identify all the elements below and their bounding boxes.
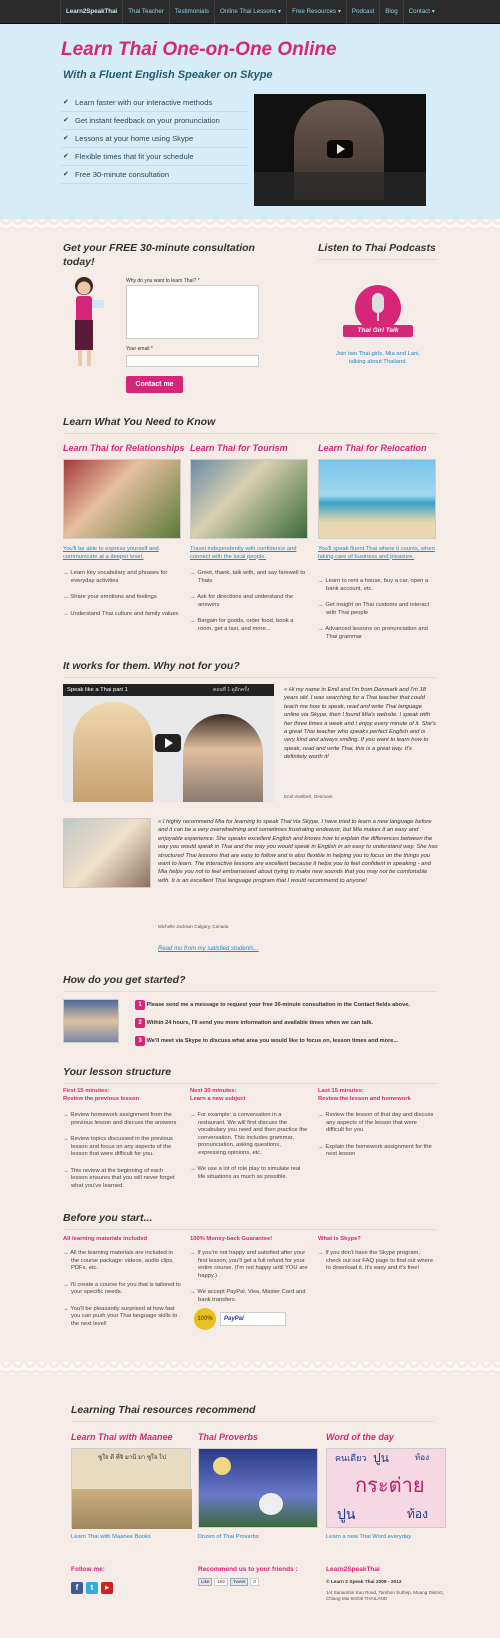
word-text: กระต่าย bbox=[355, 1475, 425, 1497]
benefit-item: ✔ Free 30-minute consultation bbox=[61, 166, 247, 184]
structure-title: Review the lesson and homework bbox=[318, 1096, 411, 1102]
maanee-text: ชูใจ ดี ที่จิ มานี มา ชูใจ ไป bbox=[98, 1455, 166, 1461]
resource-title: Word of the day bbox=[326, 1432, 394, 1442]
step-2 bbox=[135, 1018, 435, 1028]
follow-label: Follow me: bbox=[71, 1566, 105, 1573]
list-item: → We use a lot of role play to simulate real life situations as much as possible. bbox=[190, 1166, 308, 1181]
share-buttons bbox=[198, 1578, 259, 1586]
email-label: Your email * bbox=[126, 346, 153, 352]
nav-item-online-lessons[interactable]: Online Thai Lessons ▾ bbox=[214, 0, 286, 24]
structure-heading: Your lesson structure bbox=[63, 1066, 437, 1084]
podcast-text[interactable]: Join two Thai girls, Mia and Lani, talking about Thailand. bbox=[335, 351, 421, 365]
social-icons bbox=[71, 1582, 113, 1594]
resources-heading: Learning Thai resources recommend bbox=[71, 1404, 434, 1422]
video-person-left bbox=[73, 702, 153, 802]
structure-time: Next 30 minutes: bbox=[190, 1088, 237, 1094]
email-field[interactable] bbox=[126, 355, 259, 367]
teacher-illustration bbox=[66, 272, 108, 372]
copyright: © Learn 2 Speak Thai 2009 - 2012 bbox=[326, 1580, 402, 1585]
structure-list bbox=[318, 1112, 436, 1168]
structure-title: Review the previous lesson bbox=[63, 1096, 140, 1102]
list-item: → Explain the homework assignment for the next lesson bbox=[318, 1144, 436, 1159]
resource-caption[interactable]: Learn Thai with Maanee Books bbox=[71, 1534, 151, 1540]
hero-video[interactable] bbox=[254, 94, 426, 206]
word-text: คนเดียว bbox=[335, 1453, 367, 1463]
list-item: → Learn key vocabulary and phrases for everyday activities bbox=[63, 570, 181, 585]
list-item: → Learn to rent a house, buy a car, open a bank account, etc. bbox=[318, 578, 436, 593]
structure-time: Last 15 minutes: bbox=[318, 1088, 364, 1094]
list-item: → Review the lesson of that day and discuss any aspects of the lesson that were difficult for you bbox=[318, 1112, 436, 1135]
word-text: ท้อง bbox=[415, 1453, 429, 1462]
resource-title: Thai Proverbs bbox=[198, 1432, 259, 1442]
facebook-icon[interactable]: f bbox=[71, 1582, 83, 1594]
before-list bbox=[63, 1250, 181, 1337]
structure-time: First 15 minutes: bbox=[63, 1088, 110, 1094]
resource-caption[interactable]: Dozen of Thai Proverbs bbox=[198, 1534, 259, 1540]
before-col-title: What is Skype? bbox=[318, 1236, 361, 1242]
play-icon[interactable] bbox=[327, 140, 353, 158]
before-list bbox=[190, 1250, 308, 1313]
nav-item-podcast[interactable]: Podcast bbox=[346, 0, 379, 24]
learn-col-link[interactable]: You'll be able to express yourself and communicate at a deeper level. bbox=[63, 546, 159, 560]
tweet-count: 0 bbox=[250, 1578, 259, 1586]
benefit-item: ✔ Flexible times that fit your schedule bbox=[61, 148, 247, 166]
relocation-photo bbox=[318, 459, 436, 539]
learn-col-title: Learn Thai for Tourism bbox=[190, 443, 288, 453]
structure-list bbox=[63, 1112, 181, 1199]
maanee-book-image[interactable] bbox=[71, 1448, 191, 1528]
footer-brand: Learn2SpeakThai bbox=[326, 1566, 380, 1573]
step-text: We'll meet via Skype to discuss what area you would like to focus on, lesson times and more... bbox=[146, 1038, 399, 1044]
list-item: → For example: a conversation in a restaurant. We will first discuss the vocabulary you need and then practice the conversation. This includes grammar, pronunciation, asking questions, expressing opinions, etc. bbox=[190, 1112, 308, 1157]
before-list bbox=[318, 1250, 436, 1282]
why-textarea[interactable] bbox=[126, 285, 259, 339]
skype-photo bbox=[63, 999, 119, 1043]
guarantee-badge: 100% bbox=[194, 1308, 216, 1330]
video-meta: ตอนที่ 1 ดูอีกครั้ง bbox=[213, 687, 250, 693]
list-item: → I'll create a course for you that is tailored to your specific needs. bbox=[63, 1282, 181, 1297]
consult-heading: Get your FREE 30-minute consultation today! bbox=[63, 242, 255, 268]
learn-col-title: Learn Thai for Relocation bbox=[318, 443, 427, 453]
learn-col-list bbox=[190, 570, 308, 642]
before-heading: Before you start... bbox=[63, 1212, 437, 1230]
step-number: 1 bbox=[135, 1000, 145, 1010]
step-3 bbox=[135, 1036, 435, 1046]
learn-col-list bbox=[63, 570, 181, 627]
learn-col-title: Learn Thai for Relationships bbox=[63, 443, 185, 453]
list-item: → Review topics discussed in the previous lesson and focus on any aspects of the lesson that were difficult for you. bbox=[63, 1136, 181, 1159]
benefit-item: ✔ Learn faster with our interactive methods bbox=[61, 94, 247, 112]
nav-item-testimonials[interactable]: Testimonials bbox=[169, 0, 214, 24]
list-item: → Bargain for goods, order food, book a room, get a taxi, and more... bbox=[190, 618, 308, 633]
resource-caption[interactable]: Learn a new Thai Word everyday bbox=[326, 1534, 412, 1540]
nav-item-thai-teacher[interactable]: Thai Teacher bbox=[122, 0, 169, 24]
started-heading: How do you get started? bbox=[63, 974, 437, 992]
structure-list bbox=[190, 1112, 308, 1190]
list-item: → We accept PayPal, Visa, Master Card and bank transfers. bbox=[190, 1289, 308, 1304]
facebook-like-button[interactable]: Like bbox=[198, 1578, 212, 1586]
list-item: → Ask for directions and understand the answers bbox=[190, 594, 308, 609]
video-title: Speak like a Thai part 1 bbox=[63, 684, 274, 696]
podcast-badge-label: Thai Girl Talk bbox=[343, 325, 413, 337]
proverbs-image[interactable] bbox=[198, 1448, 318, 1528]
testimonial-video[interactable] bbox=[63, 684, 274, 802]
list-item: → Get insight on Thai customs and interact with Thai people bbox=[318, 602, 436, 617]
learn-col-list bbox=[318, 578, 436, 650]
learn-heading: Learn What You Need to Know bbox=[63, 416, 437, 434]
list-item: → Advanced lessons on pronunciation and Thai grammar bbox=[318, 626, 436, 641]
testimonial-photo-2 bbox=[63, 818, 151, 888]
word-text: ปูน bbox=[337, 1506, 356, 1522]
testimonial-author-1: Emil Voetbert, Denmark bbox=[284, 794, 333, 799]
top-navigation bbox=[0, 0, 500, 24]
step-text: Within 24 hours, I'll send you more information and available times when we can talk. bbox=[146, 1020, 373, 1026]
benefit-item: ✔ Get instant feedback on your pronunciation bbox=[61, 112, 247, 130]
tweet-button[interactable]: Tweet bbox=[230, 1578, 248, 1586]
before-col-title: All learning materials included bbox=[63, 1236, 148, 1242]
structure-title: Learn a new subject bbox=[190, 1096, 246, 1102]
podcast-heading: Listen to Thai Podcasts bbox=[318, 242, 436, 260]
recommend-label: Recommend us to your friends : bbox=[198, 1566, 298, 1573]
video-person-right bbox=[183, 714, 263, 802]
hero-title: Learn Thai One-on-One Online bbox=[61, 39, 337, 60]
youtube-icon[interactable]: ▶ bbox=[101, 1582, 113, 1594]
testimonial-quote-1: « Hi my name in Emil and I'm from Denmark and I'm 18 years old. I was searching for a Thai teacher that could teach me how to speak, read and write Thai language online via Skype, then I found Mia's website. I speak with her three times a week and I enjoy every minute of it. She's a great Thai teacher who speaks perfect English and is very kind and always smiling. If you want to learn how to speak, read and write Thai, this is a great way. It's definitely worth it! bbox=[284, 687, 436, 761]
before-col-title: 100% Money-back Guarantee! bbox=[190, 1236, 273, 1242]
paypal-badge: PayPal bbox=[220, 1312, 286, 1326]
lace-divider bbox=[0, 1362, 500, 1374]
list-item: → If you're not happy and satisfied after your first lesson, you'll get a full refund for your entire course. (I'm not happy until YOU are happy.) bbox=[190, 1250, 308, 1280]
benefit-item: ✔ Lessons at your home using Skype bbox=[61, 130, 247, 148]
list-item: → This review at the beginning of each lesson ensures that you will never forget what you've learned. bbox=[63, 1168, 181, 1191]
nav-item-blog[interactable]: Blog bbox=[379, 0, 402, 24]
list-item: → Review homework assignment from the previous lesson and discuss the answers bbox=[63, 1112, 181, 1127]
lace-divider bbox=[0, 219, 500, 231]
step-1 bbox=[135, 1000, 435, 1010]
resource-title: Learn Thai with Maanee bbox=[71, 1432, 173, 1442]
tourism-photo bbox=[190, 459, 308, 539]
learn-col-link[interactable]: Travel independently with confidence and connect with the local people. bbox=[190, 546, 297, 560]
testimonial-quote-2: « I highly recommend Mia for learning to speak Thai via Skype. I have tried to learn a new language before and it can be a very overwhelming and sometimes frustrating endeavor, but Mia makes it an easy and enjoyable experience. She speaks excellent English and knows how to explain the differences between the way you would speak in Thai and the way you would speak in English in an easy to understand way. She has structured Thai lessons that are easy to follow and is also flexible in helping you to focus on the things you want to learn. The interactive lessons are excellent because it helps you to feel confident in speaking - and Mia helps you not to feel embarrassed about trying to make new sounds that you may not be comfortable with. It is an excellent Thai language program that I would recommend to anyone! bbox=[158, 819, 438, 884]
step-text: Please send me a message to request your free 30-minute consultation in the Contact fields above. bbox=[146, 1002, 410, 1008]
word-text: ท้อง bbox=[407, 1507, 428, 1521]
word-text: ปูน bbox=[373, 1451, 389, 1465]
nav-item-home[interactable]: Learn2SpeakThai bbox=[60, 0, 122, 24]
learn-col-link[interactable]: You'll speak fluent Thai where it counts, when taking care of business and pleasure. bbox=[318, 546, 435, 560]
list-item: → Understand Thai culture and family values bbox=[63, 611, 181, 619]
twitter-icon[interactable]: t bbox=[86, 1582, 98, 1594]
hero-benefits-list bbox=[61, 94, 247, 184]
nav-item-contact[interactable]: Contact ▾ bbox=[403, 0, 440, 24]
testimonial-author-2: Michelle Jackson Calgary, Canada bbox=[158, 924, 229, 929]
list-item: → You'll be pleasantly surprised at how fast you can push your Thai language skills to the next level! bbox=[63, 1306, 181, 1329]
word-of-day-image[interactable] bbox=[326, 1448, 446, 1528]
play-icon[interactable] bbox=[155, 734, 181, 752]
testimonials-heading: It works for them. Why not for you? bbox=[63, 660, 437, 678]
read-more-link[interactable]: Read mo from my satisfied students... bbox=[158, 946, 259, 952]
step-number: 3 bbox=[135, 1036, 145, 1046]
list-item: → Greet, thank, talk with, and say farewell to Thais bbox=[190, 570, 308, 585]
list-item: → All the learning materials are included in the course package: videos, audio clips, PDFs, etc. bbox=[63, 1250, 181, 1273]
contact-me-button[interactable]: Contact me bbox=[126, 376, 183, 393]
podcast-badge[interactable] bbox=[343, 285, 413, 345]
nav-item-free-resources[interactable]: Free Resources ▾ bbox=[286, 0, 346, 24]
list-item: → If you don't have the Skype program, check out our FAQ page to find out where to download it. It's easy and it's free! bbox=[318, 1250, 436, 1273]
address: 1/4 Sanambin Kao Road, Tambon Suthep, Muang District, Chiang Mai 50200 THAILAND bbox=[326, 1590, 444, 1601]
relationships-photo bbox=[63, 459, 181, 539]
hero-subtitle: With a Fluent English Speaker on Skype bbox=[63, 69, 273, 81]
like-count: 182 bbox=[214, 1578, 228, 1586]
why-label: Why do you want to learn Thai? * bbox=[126, 278, 200, 284]
step-number: 2 bbox=[135, 1018, 145, 1028]
list-item: → Share your emotions and feelings bbox=[63, 594, 181, 602]
